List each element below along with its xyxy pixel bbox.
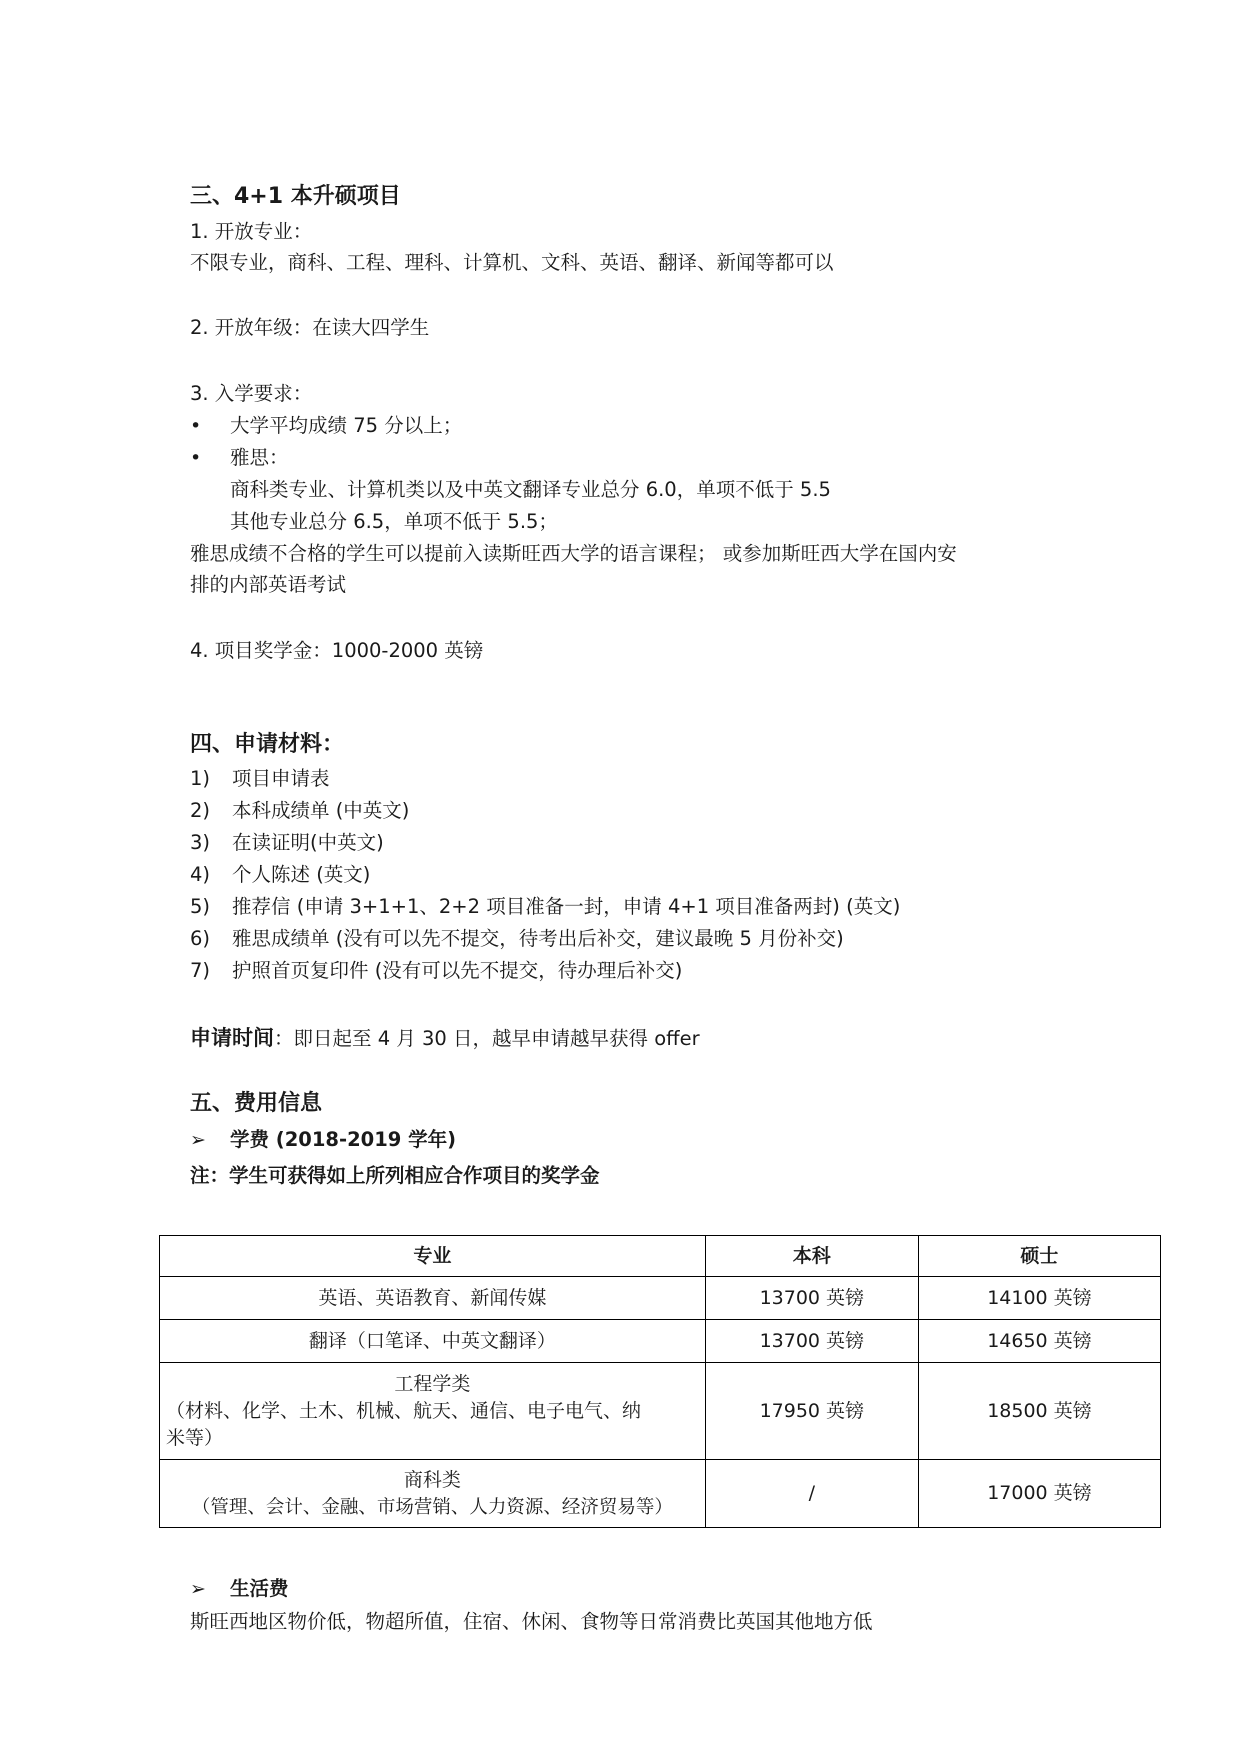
arrow-bullet-icon: ➢ — [190, 1578, 206, 1600]
living-cost-title: 生活费 — [230, 1577, 289, 1600]
table-row: 工程学类 （材料、化学、土木、机械、航天、通信、电子电气、纳 米等） 17950 英镑 18500 英镑 — [160, 1363, 1161, 1460]
table-row: 英语、英语教育、新闻传媒 13700 英镑 14100 英镑 — [160, 1277, 1161, 1320]
list-item: 5) 推荐信 (申请 3+1+1、2+2 项目准备一封，申请 4+1 项目准备两封) (英文) — [190, 895, 901, 918]
section-4-title: 四、申请材料： — [190, 732, 345, 757]
open-grade: 2. 开放年级：在读大四学生 — [190, 316, 430, 339]
list-item: 7) 护照首页复印件 (没有可以先不提交，待办理后补交) — [190, 959, 683, 982]
ielts-note-line-2: 排的内部英语考试 — [190, 573, 347, 596]
header-undergrad: 本科 — [705, 1236, 918, 1277]
section-5-title: 五、费用信息 — [190, 1091, 323, 1116]
ielts-note-line-1: 雅思成绩不合格的学生可以提前入读斯旺西大学的语言课程； 或参加斯旺西大学在国内安 — [190, 542, 957, 565]
table-row: 翻译（口笔译、中英文翻译） 13700 英镑 14650 英镑 — [160, 1320, 1161, 1363]
arrow-bullet-icon: ➢ — [190, 1129, 206, 1151]
living-cost-text: 斯旺西地区物价低，物超所值，住宿、休闲、食物等日常消费比英国其他地方低 — [190, 1610, 873, 1633]
req-ielts-other: 其他专业总分 6.5，单项不低于 5.5； — [230, 510, 558, 533]
application-time — [190, 1024, 700, 1053]
section-3-title: 三、4+1 本升硕项目 — [190, 184, 401, 209]
requirements-label: 3. 入学要求： — [190, 382, 313, 405]
req-ielts: 雅思： — [230, 446, 289, 469]
header-major: 专业 — [160, 1236, 706, 1277]
req-ielts-business: 商科类专业、计算机类以及中英文翻译专业总分 6.0，单项不低于 5.5 — [230, 478, 831, 501]
scholarship-note: 注：学生可获得如上所列相应合作项目的奖学金 — [190, 1164, 600, 1187]
tuition-table — [159, 1235, 1161, 1528]
header-postgrad: 硕士 — [918, 1236, 1160, 1277]
table-header-row — [160, 1236, 1161, 1277]
scholarship: 4. 项目奖学金：1000-2000 英镑 — [190, 639, 484, 662]
application-time-text: ：即日起至 4 月 30 日，越早申请越早获得 offer — [274, 1027, 700, 1050]
table-row: 商科类 （管理、会计、金融、市场营销、人力资源、经济贸易等） / 17000 英镑 — [160, 1460, 1161, 1528]
list-item: 3) 在读证明(中英文) — [190, 831, 384, 854]
req-gpa: 大学平均成绩 75 分以上； — [230, 414, 463, 437]
list-item: 4) 个人陈述 (英文) — [190, 863, 371, 886]
list-item: 2) 本科成绩单 (中英文) — [190, 799, 410, 822]
bullet-1: • — [190, 415, 202, 437]
application-time-label: 申请时间 — [190, 1026, 274, 1050]
open-majors-text: 不限专业，商科、工程、理科、计算机、文科、英语、翻译、新闻等都可以 — [190, 251, 834, 274]
open-majors-label: 1. 开放专业： — [190, 220, 313, 243]
list-item: 6) 雅思成绩单 (没有可以先不提交，待考出后补交，建议最晚 5 月份补交) — [190, 927, 844, 950]
bullet-2: • — [190, 447, 202, 469]
list-item: 1) 项目申请表 — [190, 767, 330, 790]
tuition-title: 学费 (2018-2019 学年) — [230, 1128, 457, 1151]
